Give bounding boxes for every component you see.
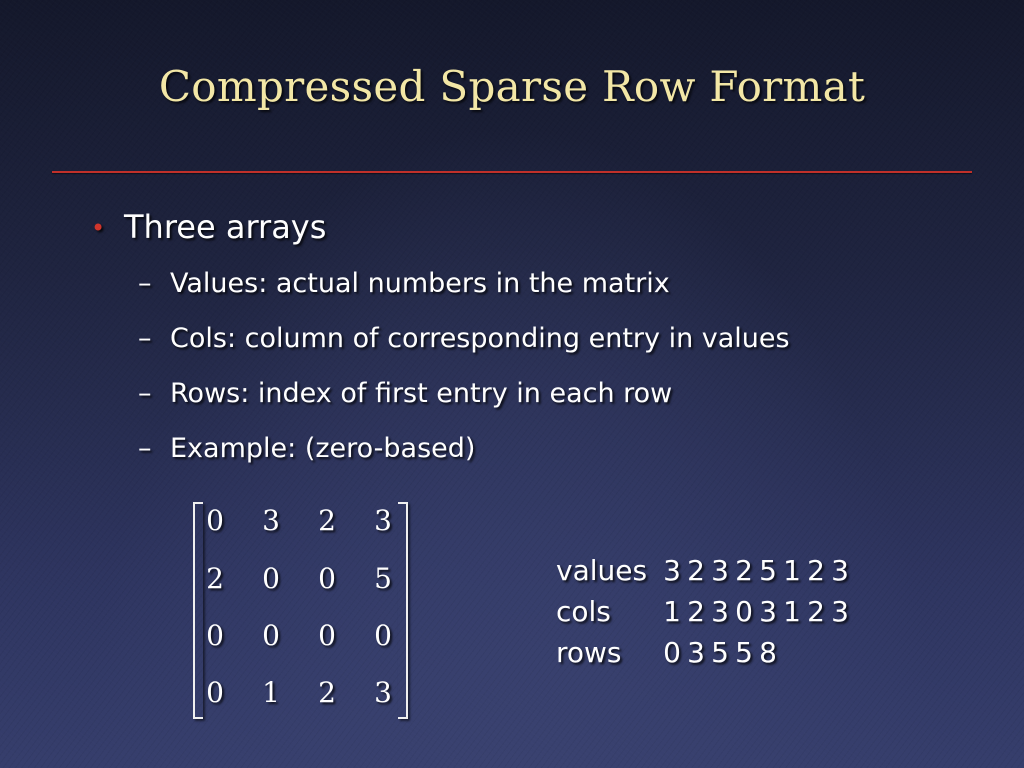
- example-matrix: [193, 502, 408, 719]
- matrix-cell: 1: [262, 676, 280, 709]
- matrix-cell: 0: [206, 619, 224, 652]
- array-name: values: [556, 554, 648, 587]
- bullet-three-arrays: Three arrays: [124, 208, 327, 246]
- array-value: 1: [783, 554, 801, 587]
- matrix-cell: 0: [318, 619, 336, 652]
- subpoint-text: Cols: column of corresponding entry in values: [170, 323, 790, 354]
- array-value: 2: [807, 595, 825, 628]
- array-value: 2: [687, 554, 705, 587]
- array-row-cols: [556, 591, 852, 632]
- array-value: 3: [759, 595, 777, 628]
- array-value: 1: [783, 595, 801, 628]
- subpoint-text: Example: (zero-based): [170, 433, 476, 464]
- slide-title: Compressed Sparse Row Format: [158, 62, 866, 111]
- array-value: 3: [711, 554, 729, 587]
- array-value: 2: [687, 595, 705, 628]
- array-value: 0: [735, 595, 753, 628]
- matrix-cell: 2: [206, 562, 224, 595]
- array-value: 8: [759, 636, 777, 669]
- matrix-cell: 0: [262, 619, 280, 652]
- array-value: 5: [735, 636, 753, 669]
- array-row-rows: [556, 632, 852, 673]
- csr-arrays: [556, 550, 852, 673]
- matrix-cell: 0: [374, 619, 392, 652]
- array-value: 1: [663, 595, 681, 628]
- dash: –: [138, 378, 152, 409]
- array-value: 3: [687, 636, 705, 669]
- matrix-cell: 0: [262, 562, 280, 595]
- matrix-right-bracket: [398, 502, 408, 719]
- array-value: 3: [831, 595, 849, 628]
- matrix-cell: 0: [206, 504, 224, 537]
- title-divider: [52, 171, 972, 173]
- subpoint-cols: [138, 323, 790, 354]
- subpoint-example: [138, 433, 475, 464]
- matrix-cell: 3: [374, 504, 392, 537]
- array-value: 0: [663, 636, 681, 669]
- array-value: 3: [663, 554, 681, 587]
- array-value: 3: [711, 595, 729, 628]
- matrix-cell: 2: [318, 676, 336, 709]
- dash: –: [138, 433, 152, 464]
- matrix-cell: 3: [374, 676, 392, 709]
- subpoint-text: Rows: index of first entry in each row: [170, 378, 673, 409]
- array-value: 3: [831, 554, 849, 587]
- dash: –: [138, 268, 152, 299]
- matrix-cell: 2: [318, 504, 336, 537]
- matrix-cell: 5: [374, 562, 392, 595]
- array-value: 2: [807, 554, 825, 587]
- subpoint-text: Values: actual numbers in the matrix: [170, 268, 670, 299]
- array-name: cols: [556, 595, 611, 628]
- array-value: 2: [735, 554, 753, 587]
- array-name: rows: [556, 636, 622, 669]
- dash: –: [138, 323, 152, 354]
- array-value: 5: [711, 636, 729, 669]
- subpoint-values: [138, 268, 670, 299]
- array-value: 5: [759, 554, 777, 587]
- array-row-values: [556, 550, 852, 591]
- bullet-dot: •: [91, 214, 106, 242]
- subpoint-rows: [138, 378, 672, 409]
- matrix-cell: 0: [318, 562, 336, 595]
- matrix-cell: 0: [206, 676, 224, 709]
- matrix-cell: 3: [262, 504, 280, 537]
